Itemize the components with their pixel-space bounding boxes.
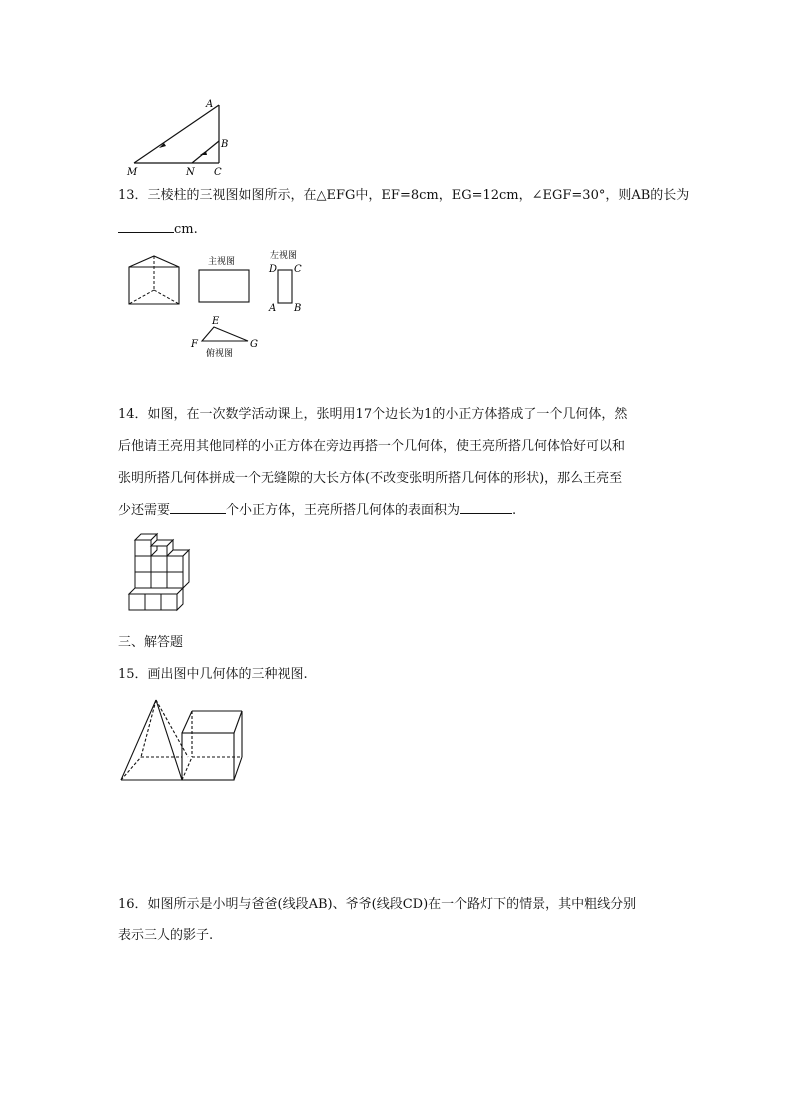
q14-line4 xyxy=(118,499,516,521)
q14-line4-mid: 个小正方体，王亮所搭几何体的表面积为 xyxy=(226,503,461,518)
section-heading: 三、解答题 xyxy=(118,635,184,650)
stacked-cubes-figure xyxy=(126,528,190,618)
q13-unit: cm. xyxy=(174,222,198,237)
q14-line4-end: . xyxy=(512,503,517,518)
fig12-label-a: A xyxy=(206,99,214,110)
q16-line2: 表示三人的影子. xyxy=(118,928,214,943)
q14-line4-start: 少还需要 xyxy=(118,503,171,518)
q14-line3: 张明所搭几何体拼成一个无缝隙的大长方体(不改变张明所搭几何体的形状)，那么王亮至 xyxy=(118,471,623,486)
q13-line2 xyxy=(118,218,198,240)
left-label-c: C xyxy=(294,264,302,275)
top-view-caption: 俯视图 xyxy=(206,349,234,359)
left-view-figure xyxy=(264,246,308,318)
q13-answer-blank[interactable] xyxy=(118,218,174,233)
fig12-triangle-diagram xyxy=(120,95,240,180)
fig12-label-c: C xyxy=(214,167,222,178)
q14-line1: 14．如图，在一次数学活动课上，张明用17个边长为1的小正方体搭成了一个几何体，然 xyxy=(118,407,628,422)
fig12-label-m: M xyxy=(127,167,138,178)
left-label-d: D xyxy=(269,264,278,275)
left-label-a: A xyxy=(269,303,277,314)
top-label-f: F xyxy=(191,339,198,350)
top-label-g: G xyxy=(250,339,258,350)
fig12-label-b: B xyxy=(221,139,229,150)
left-view-caption: 左视图 xyxy=(270,251,298,261)
top-label-e: E xyxy=(212,316,220,327)
fig12-label-n: N xyxy=(186,167,195,178)
q14-cube-count-blank[interactable] xyxy=(170,499,226,514)
q16-line1: 16．如图所示是小明与爸爸(线段AB)、爷爷(线段CD)在一个路灯下的情景，其中粗线分别 xyxy=(118,897,637,912)
q15-text: 15．画出图中几何体的三种视图. xyxy=(118,667,308,682)
q14-line2: 后他请王亮用其他同样的小正方体在旁边再搭一个几何体，使王亮所搭几何体恰好可以和 xyxy=(118,439,626,454)
pyramid-and-cube-figure xyxy=(118,695,248,790)
prism-3d-figure xyxy=(126,252,186,310)
front-view-caption: 主视图 xyxy=(208,257,236,267)
top-view-figure xyxy=(188,312,264,360)
q14-surface-area-blank[interactable] xyxy=(460,499,512,514)
left-label-b: B xyxy=(294,303,302,314)
front-view-figure xyxy=(196,252,256,306)
q13-line1: 13．三棱柱的三视图如图所示，在△EFG中，EF=8cm，EG=12cm，∠EGF=30°，则AB的长为 xyxy=(118,188,690,203)
